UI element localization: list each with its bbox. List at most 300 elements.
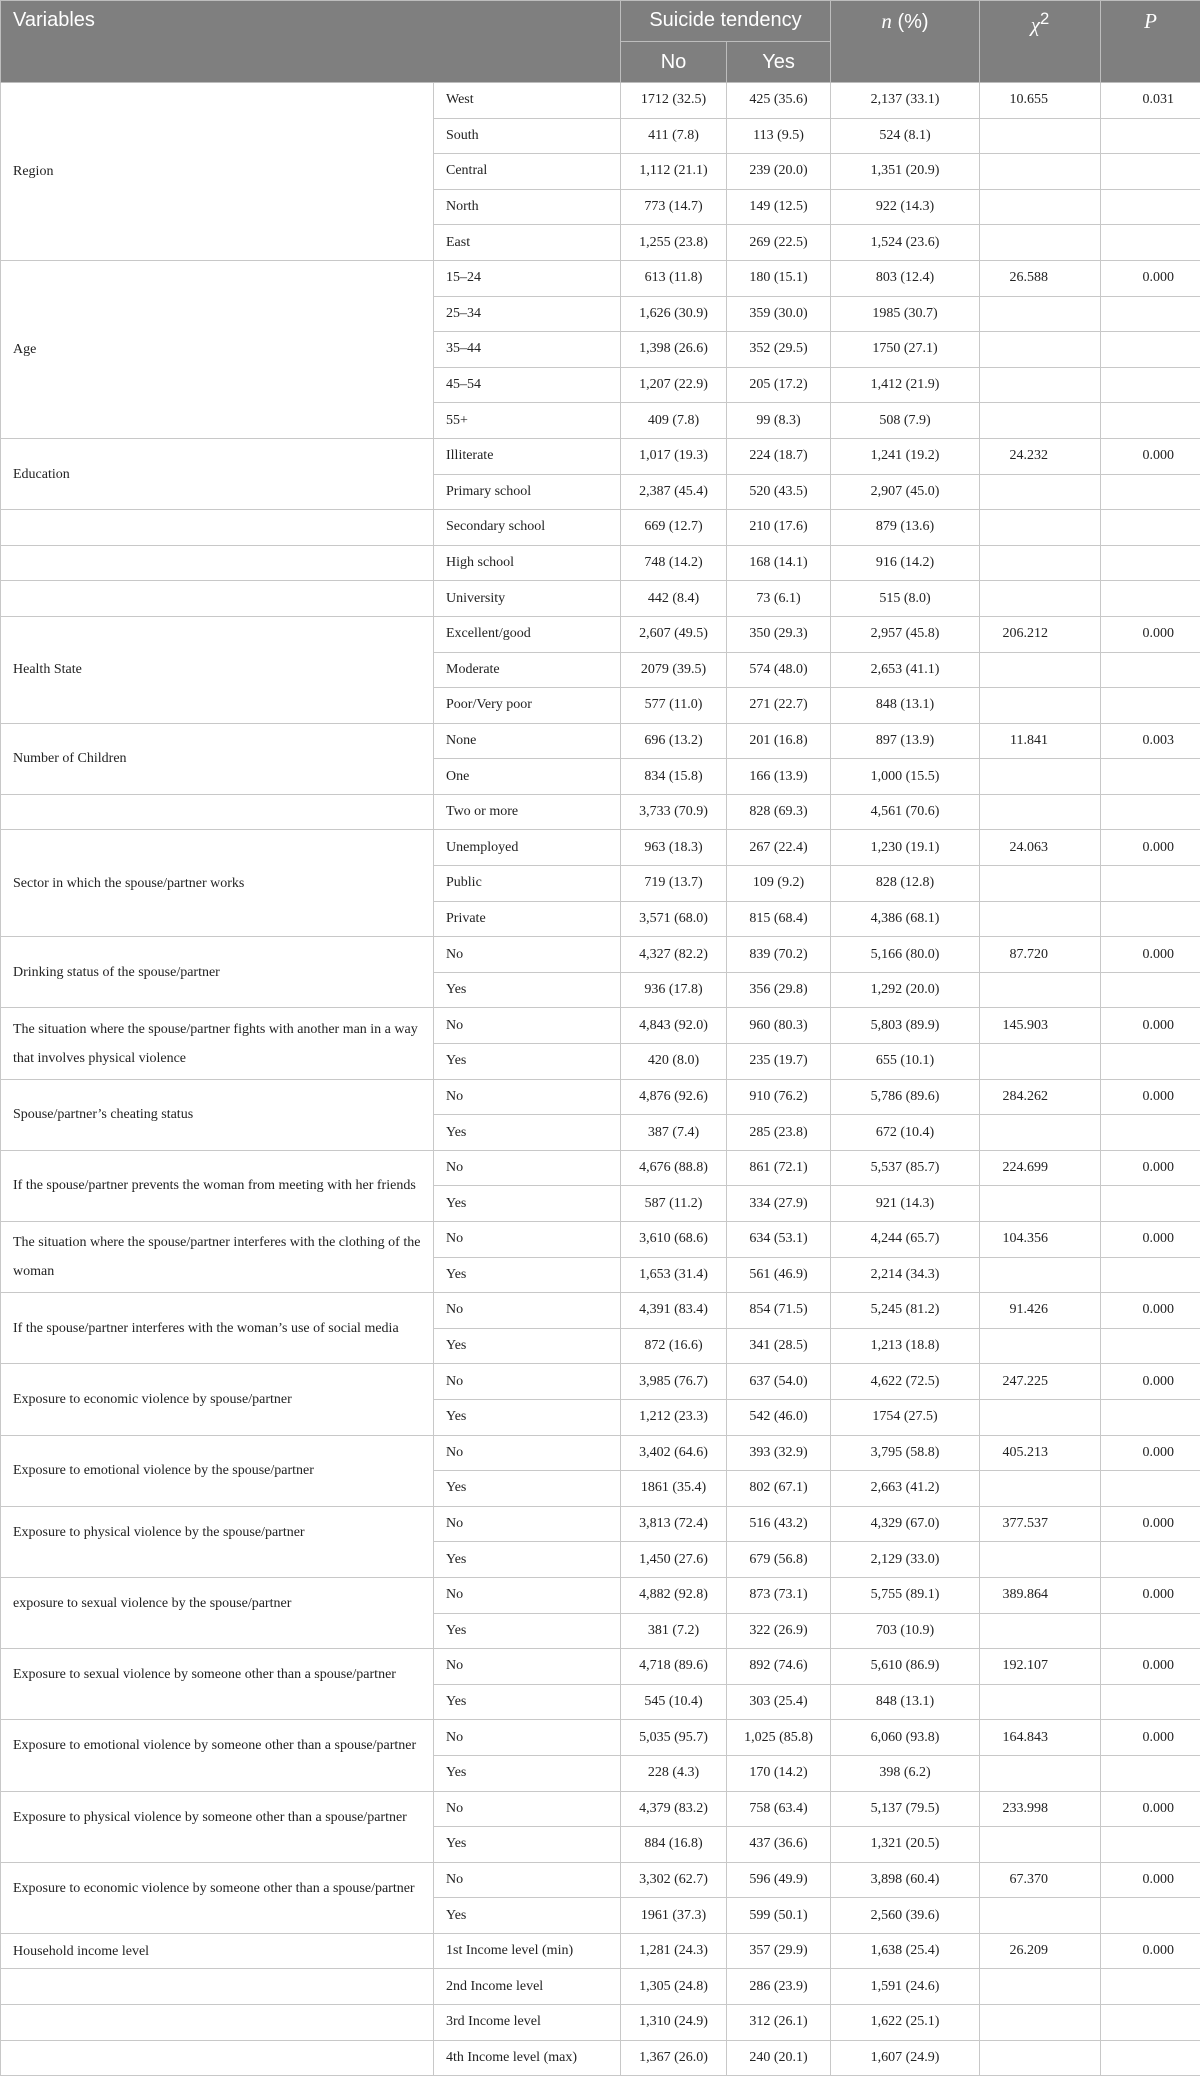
p-value-cell-empty [1101,1399,1200,1435]
table-row [1,545,1200,581]
p-value-cell-empty [1101,403,1200,439]
total-n-cell: 4,622 (72.5) [831,1364,980,1400]
chi-square-cell: 91.426 [980,1293,1101,1329]
chi-square-cell-empty [980,972,1101,1008]
chi-square-cell-empty [980,403,1101,439]
p-value-cell: 0.000 [1101,1222,1200,1258]
yes-count-cell: 861 (72.1) [727,1150,831,1186]
chi-square-cell-empty [980,1044,1101,1080]
total-n-cell: 848 (13.1) [831,1684,980,1720]
total-n-cell: 3,795 (58.8) [831,1435,980,1471]
variable-cell: Health State [1,616,434,723]
no-count-cell: 1712 (32.5) [621,83,727,119]
no-count-cell: 3,302 (62.7) [621,1862,727,1898]
category-cell: One [434,759,621,795]
variable-cell: Age [1,260,434,438]
chi-square-cell-empty [980,759,1101,795]
table-row [1,1506,1200,1542]
p-value-cell-empty [1101,225,1200,261]
p-value-cell: 0.000 [1101,616,1200,652]
p-value-cell-empty [1101,118,1200,154]
no-count-cell: 3,813 (72.4) [621,1506,727,1542]
yes-count-cell: 322 (26.9) [727,1613,831,1649]
p-value-cell: 0.000 [1101,1079,1200,1115]
p-value-cell: 0.000 [1101,1720,1200,1756]
yes-count-cell: 168 (14.1) [727,545,831,581]
variable-cell: Education [1,438,434,509]
total-n-cell: 4,329 (67.0) [831,1506,980,1542]
header-pct: (%) [891,11,929,33]
total-n-cell: 5,137 (79.5) [831,1791,980,1827]
variable-cell-empty [1,545,434,581]
chi-square-cell-empty [980,2005,1101,2041]
variable-cell: The situation where the spouse/partner fights with another man in a way that involves physical violence [1,1008,434,1079]
total-n-cell: 3,898 (60.4) [831,1862,980,1898]
yes-count-cell: 286 (23.9) [727,1969,831,2005]
no-count-cell: 1961 (37.3) [621,1898,727,1934]
no-count-cell: 719 (13.7) [621,866,727,902]
variable-cell-empty [1,794,434,830]
chi-square-cell-empty [980,474,1101,510]
yes-count-cell: 561 (46.9) [727,1257,831,1293]
yes-count-cell: 679 (56.8) [727,1542,831,1578]
category-cell: None [434,723,621,759]
chi-square-cell-empty [980,1399,1101,1435]
chi-square-cell: 206.212 [980,616,1101,652]
category-cell: No [434,1150,621,1186]
category-cell: University [434,581,621,617]
header-no: No [621,42,727,83]
no-count-cell: 4,327 (82.2) [621,937,727,973]
total-n-cell: 1,321 (20.5) [831,1827,980,1863]
category-cell: 4th Income level (max) [434,2040,621,2076]
yes-count-cell: 285 (23.8) [727,1115,831,1151]
yes-count-cell: 839 (70.2) [727,937,831,973]
variable-cell: Drinking status of the spouse/partner [1,937,434,1008]
chi-square-cell: 87.720 [980,937,1101,973]
p-value-cell-empty [1101,2005,1200,2041]
p-value-cell-empty [1101,1755,1200,1791]
p-value-cell-empty [1101,1542,1200,1578]
category-cell: No [434,1577,621,1613]
chi-square-cell-empty [980,545,1101,581]
yes-count-cell: 574 (48.0) [727,652,831,688]
table-row [1,616,1200,652]
category-cell: Illiterate [434,438,621,474]
total-n-cell: 921 (14.3) [831,1186,980,1222]
category-cell: Yes [434,1115,621,1151]
category-cell: No [434,1862,621,1898]
p-value-cell-empty [1101,545,1200,581]
variable-cell: Spouse/partner’s cheating status [1,1079,434,1150]
total-n-cell: 5,166 (80.0) [831,937,980,973]
no-count-cell: 577 (11.0) [621,688,727,724]
p-value-cell-empty [1101,581,1200,617]
no-count-cell: 1,255 (23.8) [621,225,727,261]
yes-count-cell: 312 (26.1) [727,2005,831,2041]
p-value-cell-empty [1101,474,1200,510]
chi-square-cell-empty [980,332,1101,368]
no-count-cell: 420 (8.0) [621,1044,727,1080]
category-cell: Yes [434,1684,621,1720]
no-count-cell: 1,212 (23.3) [621,1399,727,1435]
category-cell: No [434,1649,621,1685]
category-cell: 2nd Income level [434,1969,621,2005]
no-count-cell: 669 (12.7) [621,510,727,546]
header-n-italic: n [881,9,892,33]
yes-count-cell: 303 (25.4) [727,1684,831,1720]
no-count-cell: 1,112 (21.1) [621,154,727,190]
variable-cell: The situation where the spouse/partner interferes with the clothing of the woman [1,1222,434,1293]
chi-square-cell-empty [980,866,1101,902]
variable-cell-empty [1,1969,434,2005]
chi-square-cell: 26.588 [980,260,1101,296]
p-value-cell-empty [1101,1257,1200,1293]
chi-square-cell-empty [980,1542,1101,1578]
variable-cell: Household income level [1,1933,434,1969]
table-row [1,2005,1200,2041]
yes-count-cell: 873 (73.1) [727,1577,831,1613]
no-count-cell: 884 (16.8) [621,1827,727,1863]
yes-count-cell: 802 (67.1) [727,1471,831,1507]
p-value-cell: 0.000 [1101,438,1200,474]
chi-square-cell: 11.841 [980,723,1101,759]
yes-count-cell: 267 (22.4) [727,830,831,866]
yes-count-cell: 99 (8.3) [727,403,831,439]
no-count-cell: 442 (8.4) [621,581,727,617]
yes-count-cell: 341 (28.5) [727,1328,831,1364]
yes-count-cell: 149 (12.5) [727,189,831,225]
no-count-cell: 381 (7.2) [621,1613,727,1649]
header-yes: Yes [727,42,831,83]
variable-cell: Number of Children [1,723,434,794]
category-cell: Yes [434,1471,621,1507]
chi-square-cell-empty [980,901,1101,937]
category-cell: North [434,189,621,225]
yes-count-cell: 359 (30.0) [727,296,831,332]
no-count-cell: 5,035 (95.7) [621,1720,727,1756]
p-value-cell: 0.000 [1101,1862,1200,1898]
total-n-cell: 1,412 (21.9) [831,367,980,403]
chi-square-cell-empty [980,2040,1101,2076]
p-value-cell: 0.000 [1101,1364,1200,1400]
no-count-cell: 1,626 (30.9) [621,296,727,332]
p-value-cell-empty [1101,1471,1200,1507]
header-chi-superscript: 2 [1040,9,1050,28]
no-count-cell: 3,610 (68.6) [621,1222,727,1258]
yes-count-cell: 520 (43.5) [727,474,831,510]
chi-square-cell: 405.213 [980,1435,1101,1471]
chi-square-cell-empty [980,1755,1101,1791]
p-value-cell-empty [1101,154,1200,190]
table-row [1,581,1200,617]
chi-square-cell-empty [980,688,1101,724]
total-n-cell: 848 (13.1) [831,688,980,724]
table-row [1,1293,1200,1329]
total-n-cell: 703 (10.9) [831,1613,980,1649]
chi-square-cell-empty [980,1613,1101,1649]
total-n-cell: 879 (13.6) [831,510,980,546]
yes-count-cell: 166 (13.9) [727,759,831,795]
yes-count-cell: 393 (32.9) [727,1435,831,1471]
table-row [1,83,1200,119]
header-n-percent [831,1,980,83]
total-n-cell: 1,351 (20.9) [831,154,980,190]
category-cell: Yes [434,1827,621,1863]
yes-count-cell: 240 (20.1) [727,2040,831,2076]
no-count-cell: 4,882 (92.8) [621,1577,727,1613]
header-chi-square [980,1,1101,83]
p-value-cell-empty [1101,759,1200,795]
p-value-cell: 0.031 [1101,83,1200,119]
yes-count-cell: 239 (20.0) [727,154,831,190]
chi-square-cell-empty [980,1827,1101,1863]
table-row [1,937,1200,973]
table-row [1,794,1200,830]
total-n-cell: 1,241 (19.2) [831,438,980,474]
category-cell: Yes [434,1613,621,1649]
variable-cell: If the spouse/partner prevents the woman from meeting with her friends [1,1150,434,1221]
chi-square-cell-empty [980,1186,1101,1222]
table-row [1,1969,1200,2005]
chi-square-cell-empty [980,1257,1101,1293]
total-n-cell: 2,907 (45.0) [831,474,980,510]
yes-count-cell: 815 (68.4) [727,901,831,937]
header-variables: Variables [1,1,621,83]
yes-count-cell: 892 (74.6) [727,1649,831,1685]
yes-count-cell: 1,025 (85.8) [727,1720,831,1756]
total-n-cell: 1750 (27.1) [831,332,980,368]
total-n-cell: 2,214 (34.3) [831,1257,980,1293]
p-value-cell-empty [1101,296,1200,332]
table-row [1,1435,1200,1471]
category-cell: 3rd Income level [434,2005,621,2041]
yes-count-cell: 269 (22.5) [727,225,831,261]
category-cell: Secondary school [434,510,621,546]
total-n-cell: 5,610 (86.9) [831,1649,980,1685]
total-n-cell: 5,537 (85.7) [831,1150,980,1186]
header-p-value [1101,1,1200,83]
table-row [1,1720,1200,1756]
table-row [1,1862,1200,1898]
total-n-cell: 4,244 (65.7) [831,1222,980,1258]
total-n-cell: 524 (8.1) [831,118,980,154]
total-n-cell: 5,755 (89.1) [831,1577,980,1613]
total-n-cell: 803 (12.4) [831,260,980,296]
yes-count-cell: 637 (54.0) [727,1364,831,1400]
chi-square-cell: 247.225 [980,1364,1101,1400]
p-value-cell-empty [1101,652,1200,688]
no-count-cell: 545 (10.4) [621,1684,727,1720]
category-cell: South [434,118,621,154]
category-cell: No [434,1079,621,1115]
no-count-cell: 4,718 (89.6) [621,1649,727,1685]
total-n-cell: 1,000 (15.5) [831,759,980,795]
no-count-cell: 3,402 (64.6) [621,1435,727,1471]
yes-count-cell: 201 (16.8) [727,723,831,759]
total-n-cell: 6,060 (93.8) [831,1720,980,1756]
total-n-cell: 828 (12.8) [831,866,980,902]
header-suicide-tendency: Suicide tendency [621,1,831,42]
no-count-cell: 872 (16.6) [621,1328,727,1364]
yes-count-cell: 634 (53.1) [727,1222,831,1258]
p-value-cell: 0.000 [1101,1506,1200,1542]
yes-count-cell: 235 (19.7) [727,1044,831,1080]
p-value-cell-empty [1101,1044,1200,1080]
chi-square-cell: 10.655 [980,83,1101,119]
chi-square-cell: 26.209 [980,1933,1101,1969]
no-count-cell: 4,676 (88.8) [621,1150,727,1186]
header-row [1,1,1200,42]
category-cell: Yes [434,1044,621,1080]
chi-square-cell-empty [980,189,1101,225]
p-value-cell-empty [1101,1898,1200,1934]
chi-square-cell: 224.699 [980,1150,1101,1186]
table-row [1,1364,1200,1400]
chi-square-cell-empty [980,581,1101,617]
no-count-cell: 1,305 (24.8) [621,1969,727,2005]
total-n-cell: 5,803 (89.9) [831,1008,980,1044]
p-value-cell-empty [1101,901,1200,937]
category-cell: Two or more [434,794,621,830]
chi-square-cell-empty [980,154,1101,190]
category-cell: Public [434,866,621,902]
category-cell: No [434,1506,621,1542]
table-row [1,1222,1200,1258]
yes-count-cell: 516 (43.2) [727,1506,831,1542]
variable-cell-empty [1,2040,434,2076]
no-count-cell: 1,017 (19.3) [621,438,727,474]
p-value-cell-empty [1101,1613,1200,1649]
category-cell: 25–34 [434,296,621,332]
p-value-cell-empty [1101,1827,1200,1863]
total-n-cell: 1,638 (25.4) [831,1933,980,1969]
category-cell: Yes [434,1186,621,1222]
no-count-cell: 3,733 (70.9) [621,794,727,830]
yes-count-cell: 224 (18.7) [727,438,831,474]
category-cell: West [434,83,621,119]
p-value-cell-empty [1101,367,1200,403]
total-n-cell: 1,607 (24.9) [831,2040,980,2076]
total-n-cell: 2,653 (41.1) [831,652,980,688]
chi-square-cell: 233.998 [980,1791,1101,1827]
total-n-cell: 672 (10.4) [831,1115,980,1151]
chi-square-cell-empty [980,1471,1101,1507]
yes-count-cell: 113 (9.5) [727,118,831,154]
p-value-cell-empty [1101,688,1200,724]
yes-count-cell: 205 (17.2) [727,367,831,403]
no-count-cell: 2,387 (45.4) [621,474,727,510]
total-n-cell: 2,560 (39.6) [831,1898,980,1934]
p-value-cell-empty [1101,2040,1200,2076]
category-cell: Unemployed [434,830,621,866]
p-value-cell-empty [1101,866,1200,902]
header-p-symbol: P [1144,9,1157,33]
total-n-cell: 398 (6.2) [831,1755,980,1791]
chi-square-cell-empty [980,510,1101,546]
no-count-cell: 1,207 (22.9) [621,367,727,403]
yes-count-cell: 271 (22.7) [727,688,831,724]
chi-square-cell: 164.843 [980,1720,1101,1756]
category-cell: 45–54 [434,367,621,403]
p-value-cell: 0.000 [1101,1150,1200,1186]
no-count-cell: 1,367 (26.0) [621,2040,727,2076]
variable-cell: Exposure to emotional violence by someone other than a spouse/partner [1,1720,434,1791]
p-value-cell: 0.000 [1101,830,1200,866]
p-value-cell: 0.000 [1101,1293,1200,1329]
p-value-cell: 0.000 [1101,1008,1200,1044]
category-cell: Excellent/good [434,616,621,652]
variable-cell: Exposure to sexual violence by someone other than a spouse/partner [1,1649,434,1720]
yes-count-cell: 596 (49.9) [727,1862,831,1898]
no-count-cell: 3,571 (68.0) [621,901,727,937]
table-row [1,260,1200,296]
yes-count-cell: 828 (69.3) [727,794,831,830]
p-value-cell: 0.000 [1101,260,1200,296]
chi-square-cell: 377.537 [980,1506,1101,1542]
p-value-cell-empty [1101,1115,1200,1151]
total-n-cell: 5,786 (89.6) [831,1079,980,1115]
chi-square-cell-empty [980,1684,1101,1720]
variable-cell: Region [1,83,434,261]
category-cell: High school [434,545,621,581]
category-cell: No [434,1293,621,1329]
total-n-cell: 1754 (27.5) [831,1399,980,1435]
p-value-cell-empty [1101,1186,1200,1222]
total-n-cell: 1,524 (23.6) [831,225,980,261]
chi-square-cell: 389.864 [980,1577,1101,1613]
no-count-cell: 1,450 (27.6) [621,1542,727,1578]
variable-cell-empty [1,2005,434,2041]
yes-count-cell: 910 (76.2) [727,1079,831,1115]
no-count-cell: 4,379 (83.2) [621,1791,727,1827]
table-row [1,2040,1200,2076]
yes-count-cell: 109 (9.2) [727,866,831,902]
chi-square-cell-empty [980,225,1101,261]
no-count-cell: 1,398 (26.6) [621,332,727,368]
category-cell: No [434,1222,621,1258]
total-n-cell: 2,663 (41.2) [831,1471,980,1507]
chi-square-cell: 24.063 [980,830,1101,866]
total-n-cell: 1,591 (24.6) [831,1969,980,2005]
variable-cell: Sector in which the spouse/partner works [1,830,434,937]
category-cell: Central [434,154,621,190]
yes-count-cell: 73 (6.1) [727,581,831,617]
no-count-cell: 936 (17.8) [621,972,727,1008]
yes-count-cell: 170 (14.2) [727,1755,831,1791]
total-n-cell: 1985 (30.7) [831,296,980,332]
no-count-cell: 3,985 (76.7) [621,1364,727,1400]
no-count-cell: 4,843 (92.0) [621,1008,727,1044]
p-value-cell-empty [1101,332,1200,368]
p-value-cell: 0.000 [1101,1577,1200,1613]
category-cell: 1st Income level (min) [434,1933,621,1969]
total-n-cell: 515 (8.0) [831,581,980,617]
no-count-cell: 4,876 (92.6) [621,1079,727,1115]
category-cell: No [434,1791,621,1827]
no-count-cell: 696 (13.2) [621,723,727,759]
total-n-cell: 1,292 (20.0) [831,972,980,1008]
variable-cell: Exposure to physical violence by someone other than a spouse/partner [1,1791,434,1862]
no-count-cell: 748 (14.2) [621,545,727,581]
yes-count-cell: 334 (27.9) [727,1186,831,1222]
category-cell: Poor/Very poor [434,688,621,724]
category-cell: Yes [434,1257,621,1293]
table-row [1,723,1200,759]
p-value-cell-empty [1101,1328,1200,1364]
yes-count-cell: 356 (29.8) [727,972,831,1008]
yes-count-cell: 854 (71.5) [727,1293,831,1329]
